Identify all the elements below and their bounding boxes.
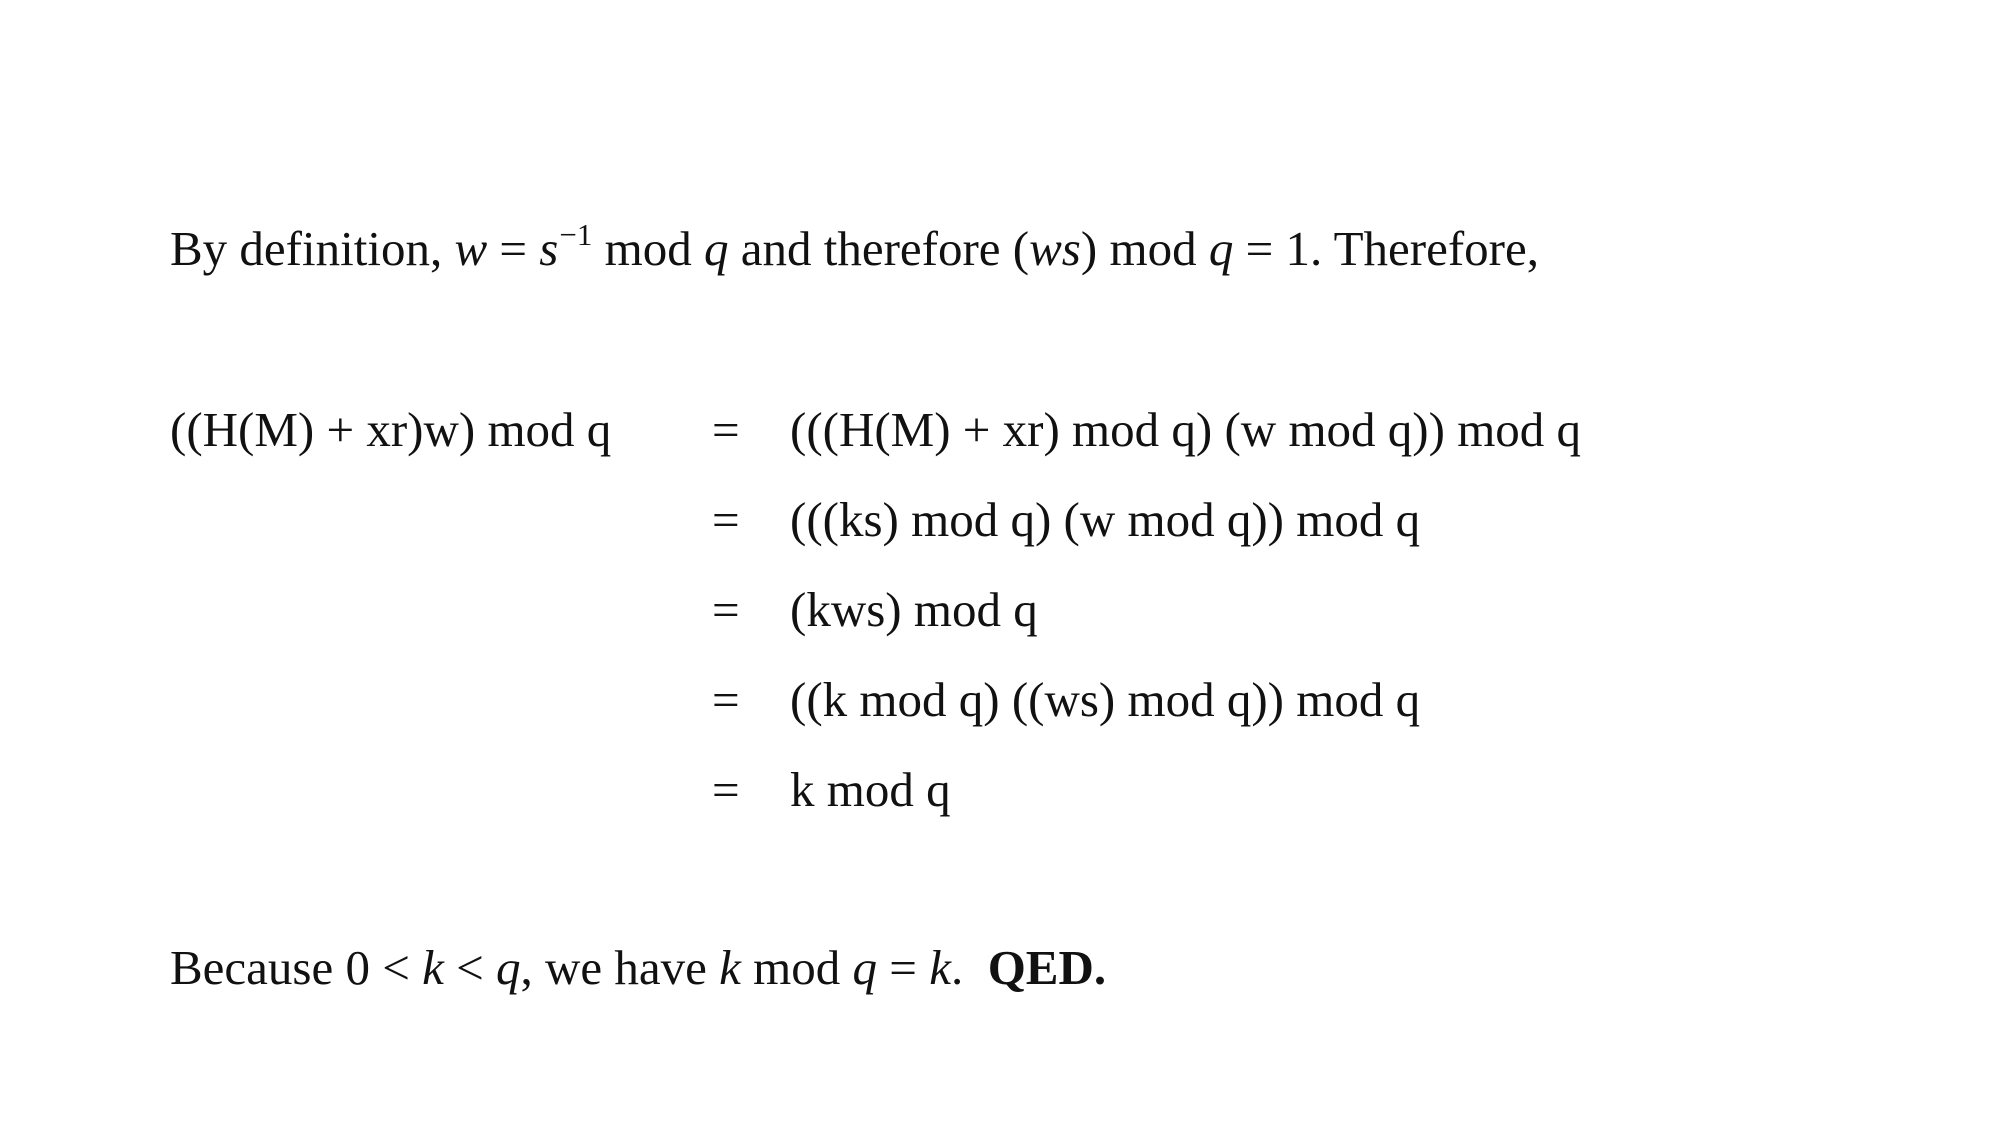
intro-line [170, 217, 1539, 276]
derivation-row: (((ks) mod q) (w mod q)) mod q [790, 492, 1421, 547]
var-q: q [703, 221, 729, 276]
exponent-minus-one: −1 [559, 217, 593, 252]
conclusion-line [170, 940, 1107, 995]
derivation-row: ((k mod q) ((ws) mod q)) mod q [790, 672, 1421, 727]
derivation-row: (((H(M) + xr) mod q) (w mod q)) mod q [790, 402, 1582, 457]
derivation-row: (kws) mod q [790, 582, 1038, 637]
conclusion-text-3: , we have [520, 940, 707, 995]
intro-text-3: ) mod [1080, 221, 1197, 276]
qed-label: QED. [987, 940, 1107, 995]
conclusion-text-1: Because 0 < [170, 940, 410, 995]
intro-text-2: and therefore ( [740, 221, 1030, 276]
derivation-equals: = [712, 492, 740, 547]
var-ws: ws [1029, 221, 1081, 276]
derivation-equals: = [712, 582, 740, 637]
period: . [950, 940, 964, 995]
var-s: s [539, 221, 559, 276]
mod-text: mod [753, 940, 841, 995]
var-k: k [422, 940, 444, 995]
equals-sign: = [499, 221, 528, 276]
derivation-equals: = [712, 402, 740, 457]
intro-text-1: By definition, [170, 221, 443, 276]
intro-text-4: = 1. Therefore, [1245, 221, 1539, 276]
var-q: q [852, 940, 878, 995]
mod-text: mod [604, 221, 692, 276]
var-k: k [929, 940, 951, 995]
equals-sign: = [889, 940, 917, 995]
var-q: q [496, 940, 521, 995]
derivation-equals: = [712, 762, 740, 817]
derivation-equals: = [712, 672, 740, 727]
var-q: q [1208, 221, 1234, 276]
less-than: < [456, 940, 484, 995]
var-k: k [719, 940, 741, 995]
derivation-lhs: ((H(M) + xr)w) mod q [170, 402, 612, 457]
var-w: w [454, 221, 488, 276]
derivation-row: k mod q [790, 762, 951, 817]
